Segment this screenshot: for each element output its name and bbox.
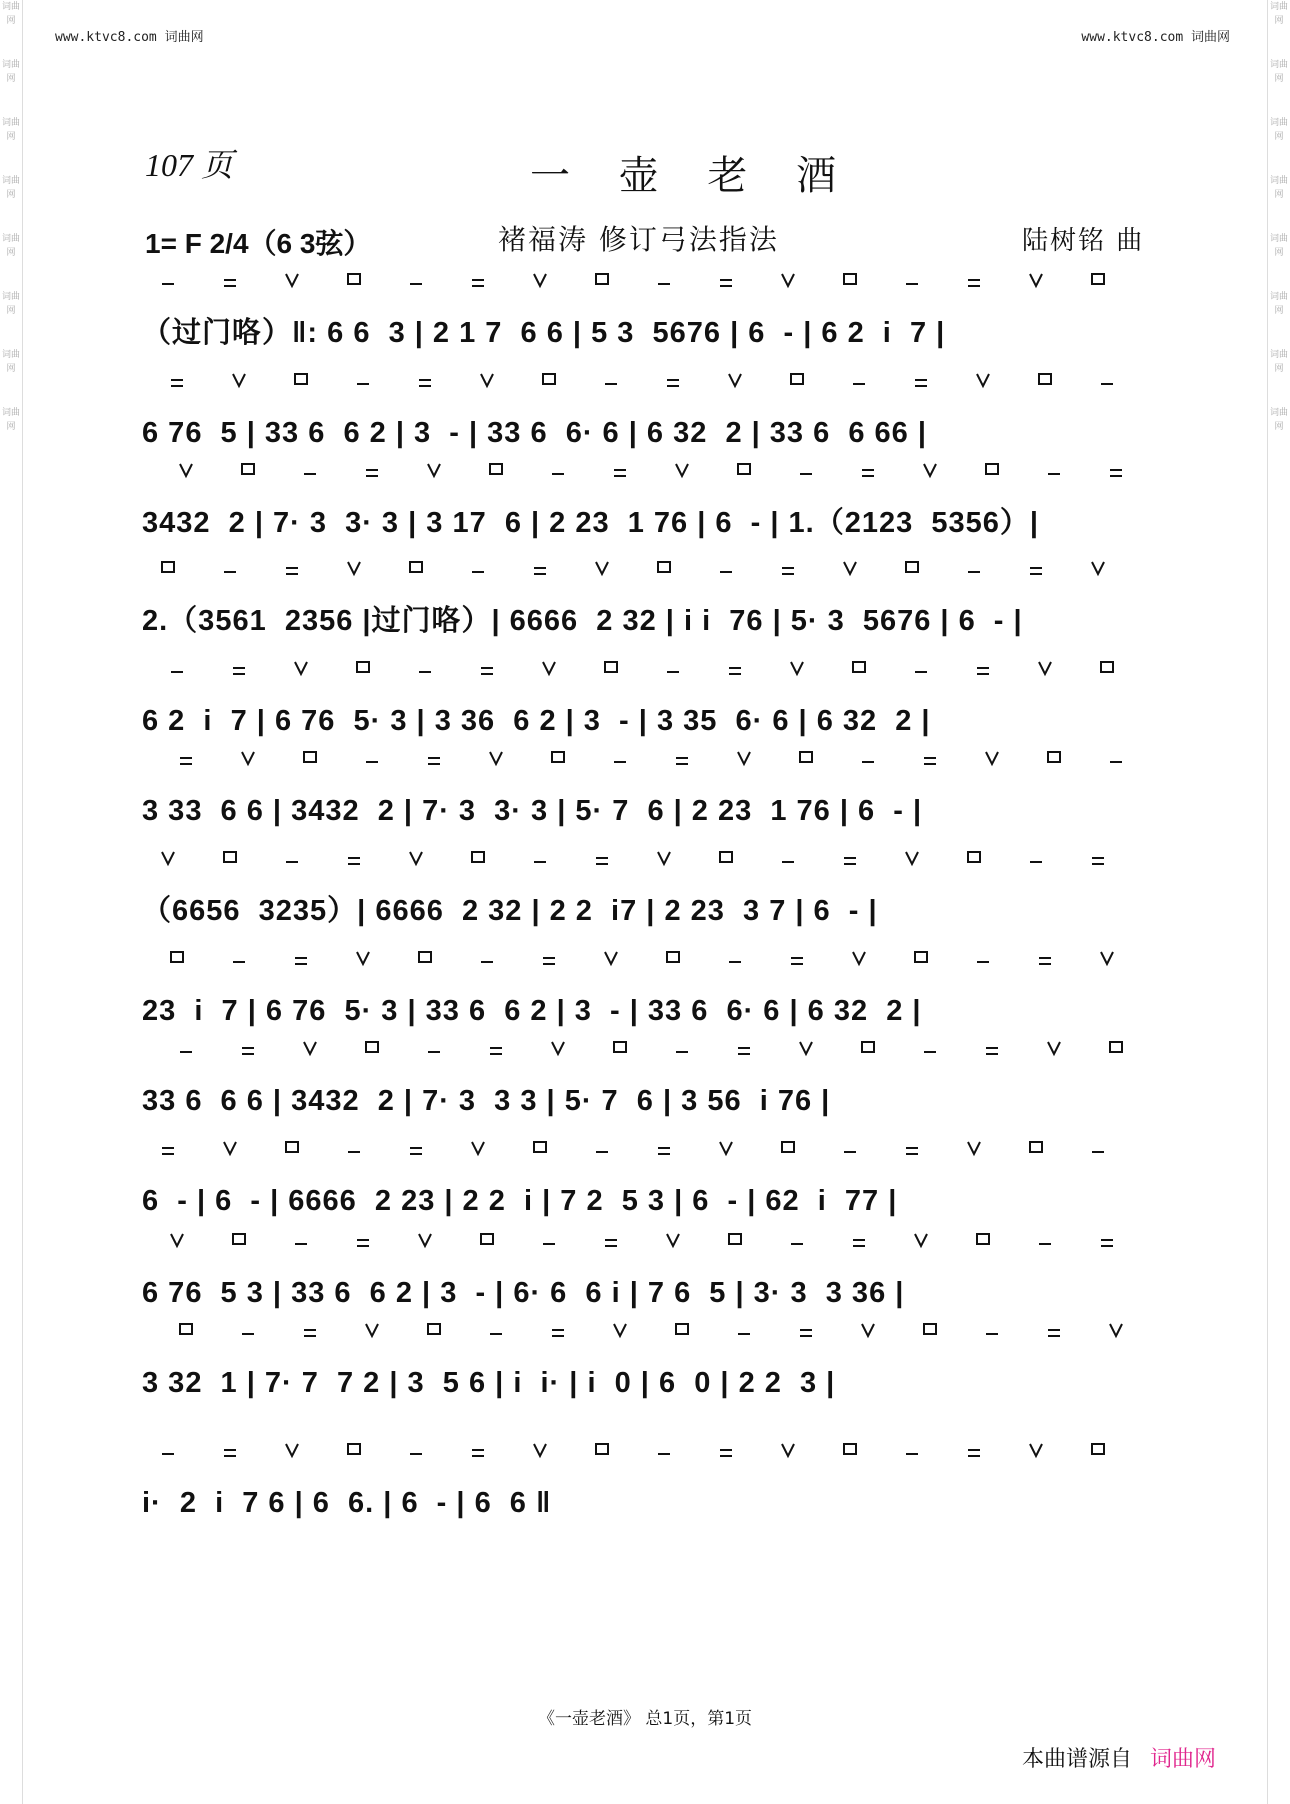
- bowing-marks: [142, 366, 1150, 396]
- notation-line: 6 2 i 7 | 6 76 5· 3 | 3 36 6 2 | 3 - | 3 35 6· 6 | 6 32 2 |: [142, 705, 931, 737]
- site-url-right[interactable]: www.ktvc8.com 词曲网: [1081, 30, 1230, 45]
- left-margin-strip: [0, 0, 23, 1804]
- bowing-marks: [142, 844, 1150, 874]
- edge-text: 词曲网: [1269, 350, 1288, 374]
- notation-line: （过门咯）‖: 6 6 3 | 2 1 7 6 6 | 5 3 5676 | 6 - | 6 2 i 7 |: [142, 317, 946, 349]
- edge-text: 词曲网: [1269, 292, 1288, 316]
- bowing-marks: [142, 944, 1150, 974]
- edge-text: 词曲网: [1269, 2, 1288, 26]
- page-number: 107 页: [145, 147, 234, 183]
- bowing-marks: [142, 654, 1150, 684]
- edge-text: 词曲网: [1, 60, 20, 84]
- notation-line: 23 i 7 | 6 76 5· 3 | 33 6 6 2 | 3 - | 33 6 6· 6 | 6 32 2 |: [142, 995, 922, 1027]
- key-signature: 1= F 2/4（6 3弦）: [145, 228, 372, 259]
- bowing-marks: [142, 744, 1150, 774]
- site-url-left[interactable]: www.ktvc8.com 词曲网: [55, 30, 204, 45]
- notation-line: 3 32 1 | 7· 7 7 2 | 3 5 6 | i i· | i 0 | 6 0 | 2 2 3 |: [142, 1367, 836, 1399]
- source-brand-link[interactable]: 词曲网: [1150, 1747, 1217, 1772]
- bowing-marks: [142, 554, 1150, 584]
- notation-line: i· 2 i 7 6 | 6 6. | 6 - | 6 6 ‖: [142, 1487, 552, 1519]
- edge-text: 词曲网: [1, 2, 20, 26]
- score-row: [142, 1308, 1150, 1404]
- score-row: [142, 1218, 1150, 1314]
- edge-text: 词曲网: [1, 350, 20, 374]
- source-label: 本曲谱源自: [1022, 1747, 1133, 1772]
- edge-text: 词曲网: [1, 292, 20, 316]
- composer-credit: 陆树铭 曲: [1022, 226, 1145, 256]
- score-row: [142, 1126, 1150, 1222]
- bowing-marks: [142, 1316, 1150, 1346]
- score-row: [142, 546, 1150, 642]
- edge-text: 词曲网: [1, 176, 20, 200]
- score-row: [142, 448, 1150, 544]
- bowing-marks: [142, 266, 1150, 296]
- bowing-marks: [142, 1134, 1150, 1164]
- score-title: 一 壶 老 酒: [530, 153, 855, 199]
- score-row: [142, 1026, 1150, 1122]
- notation-line: 6 - | 6 - | 6666 2 23 | 2 2 i | 7 2 5 3 | 6 - | 62 i 77 |: [142, 1185, 898, 1217]
- score-row: [142, 836, 1150, 932]
- edge-text: 词曲网: [1, 234, 20, 258]
- page-footer: 《一壶老酒》 总1页，第1页: [538, 1709, 753, 1729]
- notation-line: 33 6 6 6 | 3432 2 | 7· 3 3 3 | 5· 7 6 | 3 56 i 76 |: [142, 1085, 831, 1117]
- notation-line: 2.（3561 2356 |过门咯）| 6666 2 32 | i i 76 | 5· 3 5676 | 6 - |: [142, 605, 1023, 637]
- notation-line: 6 76 5 | 33 6 6 2 | 3 - | 33 6 6· 6 | 6 32 2 | 33 6 6 66 |: [142, 417, 927, 449]
- edge-text: 词曲网: [1269, 234, 1288, 258]
- edge-text: 词曲网: [1, 118, 20, 142]
- source-credit: [1022, 1742, 1216, 1773]
- edge-text: 词曲网: [1269, 60, 1288, 84]
- edge-text: 词曲网: [1269, 176, 1288, 200]
- score-row: [142, 258, 1150, 354]
- edge-text: 词曲网: [1269, 408, 1288, 432]
- bowing-marks: [142, 456, 1150, 486]
- reviser-credit: 褚福涛 修订弓法指法: [498, 223, 779, 256]
- score-row: [142, 358, 1150, 454]
- score-row: [142, 646, 1150, 742]
- notation-line: 3 33 6 6 | 3432 2 | 7· 3 3· 3 | 5· 7 6 | 2 23 1 76 | 6 - |: [142, 795, 923, 827]
- edge-text: 词曲网: [1269, 118, 1288, 142]
- notation-line: 6 76 5 3 | 33 6 6 2 | 3 - | 6· 6 6 i | 7 6 5 | 3· 3 3 36 |: [142, 1277, 905, 1309]
- right-margin-strip: [1267, 0, 1290, 1804]
- bowing-marks: [142, 1436, 1150, 1466]
- score-row: [142, 936, 1150, 1032]
- notation-line: （6656 3235）| 6666 2 32 | 2 2 i7 | 2 23 3 7 | 6 - |: [142, 895, 878, 927]
- bowing-marks: [142, 1226, 1150, 1256]
- edge-text: 词曲网: [1, 408, 20, 432]
- score-row: [142, 1428, 1150, 1524]
- score-row: [142, 736, 1150, 832]
- bowing-marks: [142, 1034, 1150, 1064]
- notation-line: 3432 2 | 7· 3 3· 3 | 3 17 6 | 2 23 1 76 | 6 - | 1.（2123 5356）|: [142, 507, 1039, 539]
